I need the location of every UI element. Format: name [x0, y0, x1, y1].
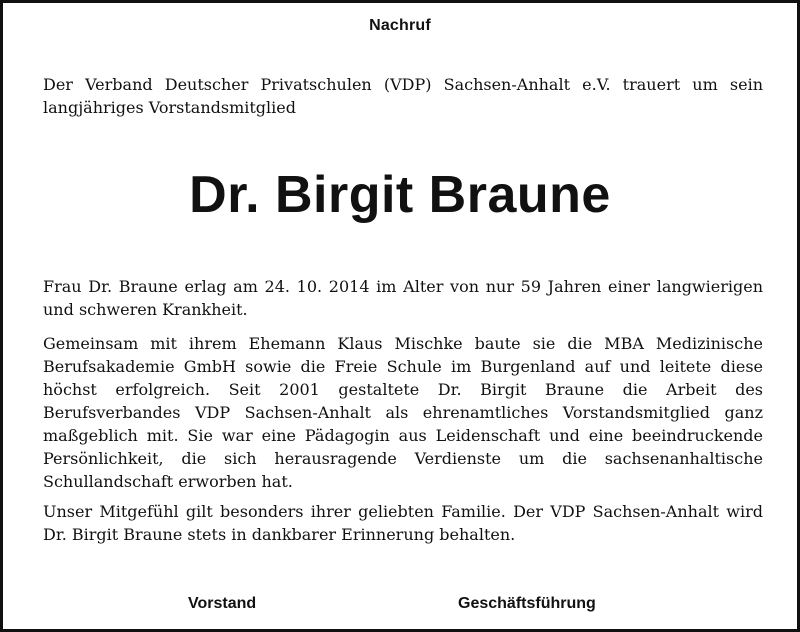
intro-text: Der Verband Deutscher Privatschulen (VDP) Sachsen-Anhalt e.V. trauert um sein langjähriges Vorstandsmitglied: [43, 75, 763, 117]
deceased-name: Dr. Birgit Braune: [189, 166, 611, 224]
paragraph-condolence: Unser Mitgefühl gilt besonders ihrer geliebten Familie. Der VDP Sachsen-Anhalt wird Dr. Birgit Braune stets in dankbarer Erinnerung behalten.: [43, 502, 763, 544]
paragraph-death: Frau Dr. Braune erlag am 24. 10. 2014 im Alter von nur 59 Jahren einer langwierigen und schweren Krankheit.: [43, 277, 763, 319]
paragraph-biography: Gemeinsam mit ihrem Ehemann Klaus Mischke baute sie die MBA Medizinische Berufsakademie GmbH sowie die Freie Schule im Burgenland auf und leitete diese höchst erfolgreich. Seit 2001 gestaltete Dr. Birgit Braune die Arbeit des Berufsverbandes VDP Sachsen-Anhalt als ehrenamtliches Vorstandsmitglied ganz maßgeblich mit. Sie war eine Pädagogin aus Leidenschaft und eine beeindruckende Persönlichkeit, die sich herausragende Verdienste um die sachsenanhaltische Schullandschaft erworben hat.: [43, 334, 763, 491]
notice-heading: Nachruf: [369, 17, 431, 34]
signature-management: Geschäftsführung: [458, 595, 596, 612]
signature-board: Vorstand: [188, 595, 257, 612]
